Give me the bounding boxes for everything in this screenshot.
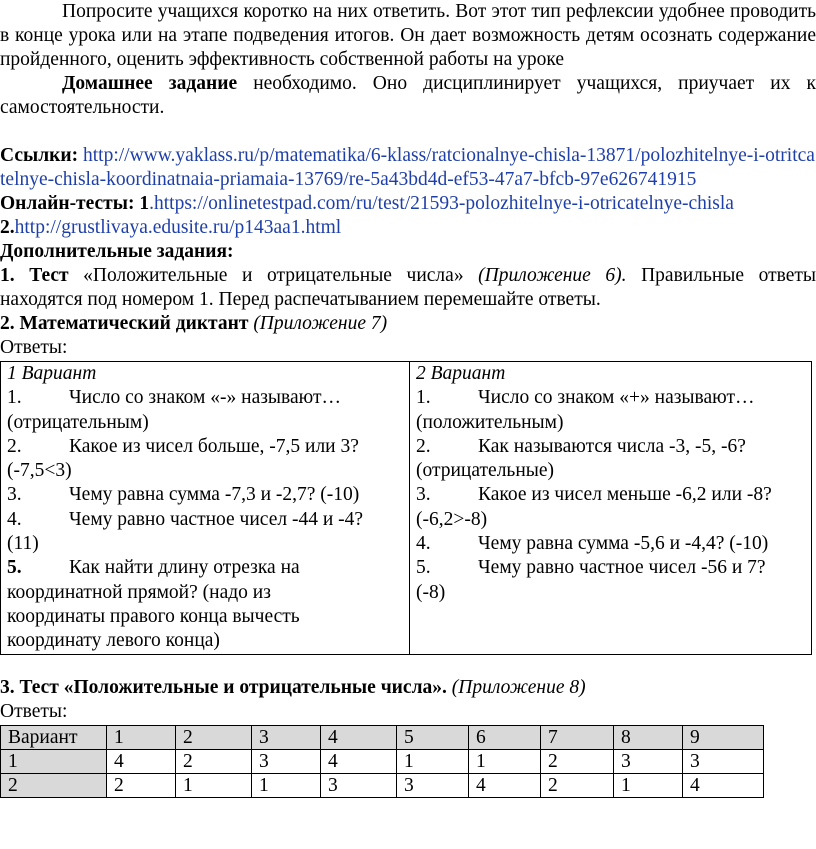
question-number: 5.	[416, 557, 431, 579]
question-number: 3.	[416, 484, 431, 506]
dictation-question	[7, 386, 404, 410]
grustlivaya-link[interactable]: http://grustlivaya.edusite.ru/p143aa1.html	[14, 217, 342, 238]
key-cell: 5	[397, 726, 469, 750]
task3-answers-label: Ответы:	[0, 701, 68, 722]
key-cell: 3	[321, 774, 397, 798]
task2-label: 2. Математический диктант	[0, 313, 249, 334]
key-cell: 2	[176, 726, 252, 750]
key-cell: 1	[614, 774, 683, 798]
key-cell: 3	[252, 750, 321, 774]
question-text: Число со знаком «-» называют…	[69, 387, 341, 409]
test2-line	[0, 216, 816, 240]
question-text: Число со знаком «+» называют…	[478, 387, 755, 409]
extra-tasks-heading	[0, 240, 816, 264]
key-row	[1, 774, 764, 798]
question-text: Чему равна сумма -7,3 и -2,7? (-10)	[69, 484, 360, 506]
question-number: 2.	[416, 435, 431, 457]
task1-title: «Положительные и отрицательные числа»	[68, 265, 464, 286]
key-cell: 1	[1, 750, 107, 774]
task3-appendix: (Приложение 8)	[446, 677, 586, 698]
homework-text: необходимо. Оно дисциплинирует учащихся, приучает их к самостоятельности.	[0, 73, 816, 118]
task2-paragraph	[0, 312, 816, 336]
dictation-question	[7, 435, 404, 459]
question-continuation: координату левого конца)	[7, 630, 220, 652]
key-cell: 4	[321, 750, 397, 774]
dictation-question	[416, 532, 806, 556]
key-cell: Вариант	[1, 726, 107, 750]
task1-note: Правильные ответы находятся под номером 1. Перед распечатыванием перемешайте ответы.	[0, 265, 816, 310]
task3-paragraph	[0, 676, 816, 700]
task3-section	[0, 676, 816, 724]
key-cell: 2	[1, 774, 107, 798]
dictation-question	[7, 483, 404, 507]
key-cell: 2	[541, 750, 614, 774]
extra-tasks-heading-text: Дополнительные задания:	[0, 241, 234, 262]
variant2-header: 2 Вариант	[416, 363, 506, 384]
question-text: Чему равно частное чисел -56 и 7?	[478, 557, 766, 579]
key-cell: 6	[469, 726, 541, 750]
key-cell: 4	[683, 774, 764, 798]
dictation-question	[7, 556, 404, 580]
task3-label: 3. Тест «Положительные и отрицательные числа».	[0, 677, 447, 698]
online-tests-label: Онлайн-тесты:	[0, 193, 135, 214]
task2-appendix: (Приложение 7)	[248, 313, 388, 334]
homework-heading: Домашнее задание	[62, 73, 238, 94]
yaklass-link[interactable]: http://www.yaklass.ru/p/matematika/6-klass/ratcionalnye-chisla-13871/polozhitelnye-i-otritcatelnye-chisla-koordinatnaia-priamaia-13769/re-5a43bd4d-ef53-47a7-bfcb-97e626741915	[0, 145, 815, 190]
question-text: Чему равна сумма -5,6 и -4,4? (-10)	[478, 533, 769, 555]
online-tests-line	[0, 192, 816, 216]
dictation-row	[1, 362, 812, 655]
question-continuation: (отрицательным)	[7, 411, 149, 433]
question-text: Какое из чисел больше, -7,5 или 3?	[69, 435, 359, 457]
key-cell: 3	[397, 774, 469, 798]
key-cell: 1	[469, 750, 541, 774]
key-cell: 4	[321, 726, 397, 750]
key-cell: 3	[614, 750, 683, 774]
onlinetestpad-link[interactable]: .https://onlinetestpad.com/ru/test/21593-polozhitelnye-i-otricatelnye-chisla	[149, 193, 734, 214]
document-page	[0, 0, 816, 360]
task1-appendix: (Приложение 6).	[463, 265, 627, 286]
key-cell: 1	[107, 726, 176, 750]
question-text: Как называются числа -3, -5, -6?	[478, 435, 746, 457]
links-label: Ссылки:	[0, 145, 79, 166]
key-row	[1, 750, 764, 774]
question-number: 5.	[7, 557, 22, 579]
key-cell: 3	[683, 750, 764, 774]
key-cell: 1	[397, 750, 469, 774]
question-number: 4.	[416, 533, 431, 555]
dictation-question	[416, 386, 806, 410]
key-cell: 4	[469, 774, 541, 798]
reflection-paragraph: Попросите учащихся коротко на них ответить. Вот этот тип рефлексии удобнее проводить в конце урока или на этапе подведения итогов. Он дает возможность детям осознать содержание пройденного, оценить эффективность собственной работы на уроке	[0, 1, 816, 70]
question-continuation: (-6,2>-8)	[416, 508, 488, 530]
key-cell: 7	[541, 726, 614, 750]
question-number: 4.	[7, 508, 22, 530]
dictation-question	[7, 508, 404, 532]
key-cell: 4	[107, 750, 176, 774]
test1-number: 1	[134, 193, 150, 214]
variant1-cell	[1, 362, 410, 655]
question-text: Как найти длину отрезка на	[69, 557, 300, 579]
question-continuation: (положительным)	[416, 411, 564, 433]
key-cell: 2	[176, 750, 252, 774]
key-cell: 9	[683, 726, 764, 750]
question-text: Какое из чисел меньше -6,2 или -8?	[478, 484, 772, 506]
question-text: Чему равно частное чисел -44 и -4?	[69, 508, 364, 530]
variant1-questions	[7, 386, 404, 653]
question-number: 1.	[416, 387, 431, 409]
question-continuation: (-7,5<3)	[7, 460, 72, 482]
key-cell: 2	[107, 774, 176, 798]
question-number: 1.	[7, 387, 22, 409]
question-continuation: (отрицательные)	[416, 460, 555, 482]
question-continuation: (11)	[7, 533, 39, 555]
question-continuation: координатной прямой? (надо из	[7, 581, 271, 603]
variant1-header: 1 Вариант	[7, 363, 97, 384]
key-header-row	[1, 726, 764, 750]
variant2-cell	[410, 362, 812, 655]
test-answer-key-table	[0, 725, 764, 798]
answers-label: Ответы:	[0, 337, 68, 358]
dictation-answers-table	[0, 361, 812, 655]
key-cell: 3	[252, 726, 321, 750]
dictation-question	[416, 483, 806, 507]
homework-paragraph	[0, 72, 816, 120]
key-cell: 1	[176, 774, 252, 798]
variant2-questions	[416, 386, 806, 605]
question-continuation: (-8)	[416, 581, 446, 603]
test2-number: 2.	[0, 217, 15, 238]
question-number: 3.	[7, 484, 22, 506]
dictation-question	[416, 435, 806, 459]
key-cell: 2	[541, 774, 614, 798]
dictation-question	[416, 556, 806, 580]
task1-label: 1. Тест	[0, 265, 69, 286]
links-paragraph	[0, 144, 816, 192]
key-cell: 1	[252, 774, 321, 798]
question-number: 2.	[7, 435, 22, 457]
key-cell: 8	[614, 726, 683, 750]
task1-paragraph	[0, 264, 816, 312]
blank-line	[0, 120, 816, 144]
question-continuation: координаты правого конца вычесть	[7, 605, 300, 627]
